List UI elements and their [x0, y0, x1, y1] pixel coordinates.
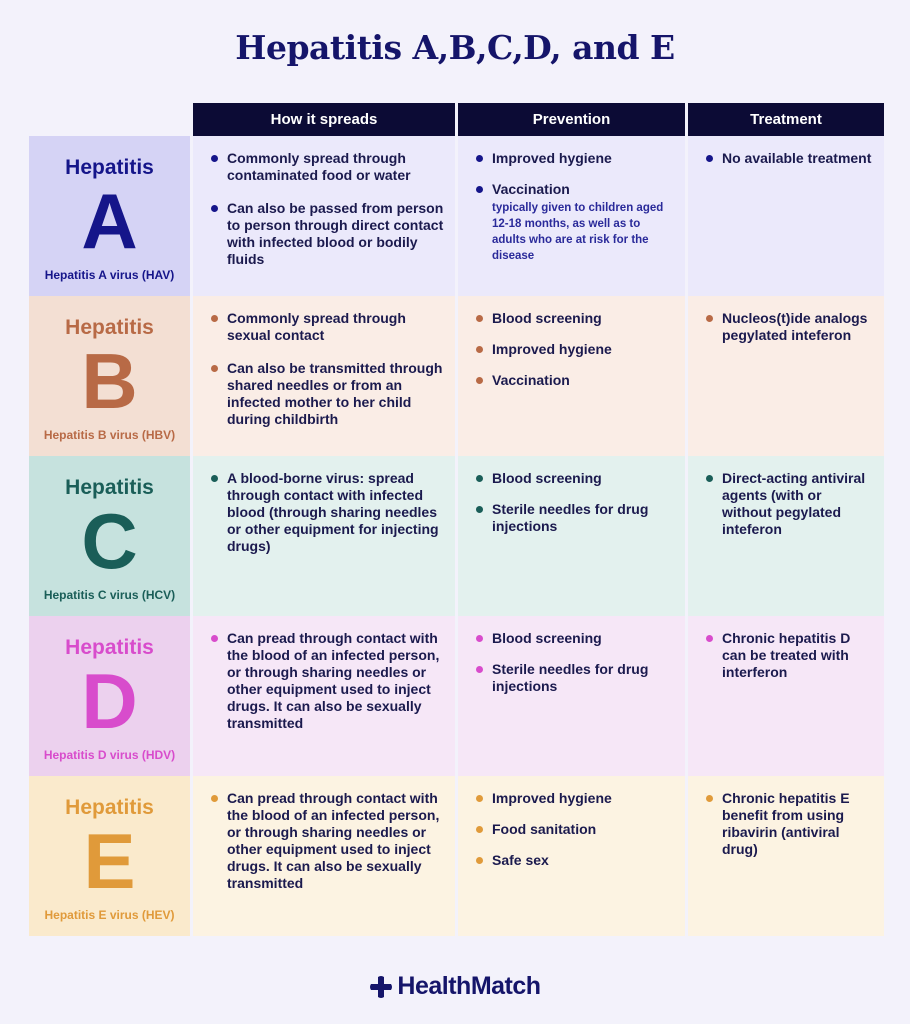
plus-cross-icon	[369, 975, 393, 999]
list-item-text: Chronic hepatitis E benefit from using ribavirin (antiviral drug)	[722, 790, 850, 857]
list-item	[704, 470, 874, 538]
list-item-text: Nucleos(t)ide analogs pegylated inteferon	[722, 310, 868, 343]
bullet-dot-icon	[476, 795, 483, 802]
page-title: Hepatitis A,B,C,D, and E	[235, 28, 675, 67]
list-item-text: Can pread through contact with the blood of an infected person, or through sharing needles or other equipment used to inject drugs. It can also be sexually transmitted	[227, 790, 440, 891]
list-item	[474, 821, 675, 838]
list-item	[474, 852, 675, 869]
list-item-text: Can also be passed from person to person through direct contact with infected blood or bodily fluids	[227, 200, 444, 267]
virus-name: Hepatitis C virus (HCV)	[43, 588, 176, 602]
bullet-dot-icon	[476, 635, 483, 642]
hepatitis-word: Hepatitis	[65, 636, 154, 659]
list-item	[704, 310, 874, 344]
spreads-list	[209, 630, 445, 732]
cell-d-treatment	[688, 616, 884, 776]
header-treatment: Treatment	[688, 103, 884, 136]
bullet-dot-icon	[476, 186, 483, 193]
list-item	[209, 630, 445, 732]
hepatitis-word: Hepatitis	[65, 156, 154, 179]
prevention-list	[474, 470, 675, 535]
list-item-text: Sterile needles for drug injections	[492, 661, 649, 694]
prevention-list	[474, 790, 675, 869]
list-item	[209, 790, 445, 892]
cell-a-spreads	[193, 136, 455, 296]
list-item-text: Direct-acting antiviral agents (with or without pegylated inteferon	[722, 470, 866, 537]
cell-d-spreads	[193, 616, 455, 776]
cell-b-treatment	[688, 296, 884, 456]
list-item-text: Sterile needles for drug injections	[492, 501, 649, 534]
vaccination-note: typically given to children aged 12-18 months, as well as to adults who are at risk for the disease	[492, 202, 664, 262]
list-item	[474, 661, 675, 695]
bullet-dot-icon	[706, 155, 713, 162]
virus-name: Hepatitis E virus (HEV)	[44, 908, 175, 922]
list-item	[474, 790, 675, 807]
spreads-list	[209, 790, 445, 892]
cell-a-treatment	[688, 136, 884, 296]
list-item	[474, 501, 675, 535]
list-item-text: Vaccination	[492, 181, 570, 197]
list-item	[704, 150, 874, 167]
list-item	[474, 181, 675, 264]
list-item-text: Improved hygiene	[492, 341, 612, 357]
prevention-list	[474, 310, 675, 389]
bullet-dot-icon	[706, 795, 713, 802]
hepatitis-d-label	[29, 616, 190, 776]
cell-c-treatment	[688, 456, 884, 616]
list-item-text: Commonly spread through contaminated food or water	[227, 150, 411, 183]
virus-name: Hepatitis D virus (HDV)	[43, 748, 176, 762]
hepatitis-letter: B	[81, 337, 138, 425]
hepatitis-letter: D	[81, 657, 138, 745]
list-item	[209, 200, 445, 268]
bullet-dot-icon	[476, 315, 483, 322]
bullet-dot-icon	[476, 475, 483, 482]
bullet-dot-icon	[476, 666, 483, 673]
list-item-text: Commonly spread through sexual contact	[227, 310, 406, 343]
treatment-list	[704, 470, 874, 538]
bullet-dot-icon	[211, 205, 218, 212]
treatment-list	[704, 630, 874, 681]
list-item	[209, 310, 445, 344]
list-item	[209, 150, 445, 184]
bullet-dot-icon	[476, 506, 483, 513]
bullet-dot-icon	[211, 365, 218, 372]
cell-c-prevention	[458, 456, 685, 616]
cell-c-spreads	[193, 456, 455, 616]
list-item	[209, 470, 445, 555]
list-item	[474, 341, 675, 358]
cell-d-prevention	[458, 616, 685, 776]
header-how-it-spreads: How it spreads	[193, 103, 455, 136]
list-item	[474, 470, 675, 487]
spreads-list	[209, 310, 445, 428]
hepatitis-c-label	[29, 456, 190, 616]
bullet-dot-icon	[211, 315, 218, 322]
list-item-text: Improved hygiene	[492, 790, 612, 806]
header-prevention: Prevention	[458, 103, 685, 136]
treatment-list	[704, 150, 874, 167]
bullet-dot-icon	[476, 377, 483, 384]
list-item-text: Can pread through contact with the blood of an infected person, or through sharing needles or other equipment used to inject drugs. It can also be sexually transmitted	[227, 630, 440, 731]
bullet-dot-icon	[706, 635, 713, 642]
cell-b-prevention	[458, 296, 685, 456]
treatment-list	[704, 790, 874, 858]
list-item-text: Safe sex	[492, 852, 549, 868]
bullet-dot-icon	[211, 795, 218, 802]
bullet-dot-icon	[476, 826, 483, 833]
bullet-dot-icon	[476, 857, 483, 864]
cell-e-prevention	[458, 776, 685, 936]
list-item-text: Blood screening	[492, 310, 602, 326]
hepatitis-e-label	[29, 776, 190, 936]
bullet-dot-icon	[211, 635, 218, 642]
hepatitis-b-label	[29, 296, 190, 456]
prevention-list	[474, 150, 675, 264]
bullet-dot-icon	[706, 315, 713, 322]
list-item-text: Improved hygiene	[492, 150, 612, 166]
header-corner	[29, 103, 190, 136]
list-item-text: No available treatment	[722, 150, 872, 166]
cell-e-treatment	[688, 776, 884, 936]
hepatitis-table	[29, 103, 884, 936]
cell-e-spreads	[193, 776, 455, 936]
hepatitis-a-label	[29, 136, 190, 296]
list-item	[474, 630, 675, 647]
hepatitis-word: Hepatitis	[65, 476, 154, 499]
list-item-text: Food sanitation	[492, 821, 597, 837]
list-item-text: Blood screening	[492, 630, 602, 646]
list-item	[209, 360, 445, 428]
virus-name: Hepatitis B virus (HBV)	[43, 428, 176, 442]
list-item-text: A blood-borne virus: spread through contact with infected blood (through sharing needles or other equipment for injecting drugs)	[227, 470, 439, 554]
list-item	[704, 630, 874, 681]
list-item-text: Chronic hepatitis D can be treated with interferon	[722, 630, 851, 680]
hepatitis-letter: A	[81, 177, 138, 265]
hepatitis-word: Hepatitis	[65, 796, 154, 819]
list-item	[474, 372, 675, 389]
list-item	[704, 790, 874, 858]
list-item	[474, 150, 675, 167]
footer-brand	[0, 972, 910, 1001]
list-item-text: Vaccination	[492, 372, 570, 388]
prevention-list	[474, 630, 675, 695]
cell-a-prevention	[458, 136, 685, 296]
list-item-text: Can also be transmitted through shared needles or from an infected mother to her child during childbirth	[227, 360, 443, 427]
bullet-dot-icon	[476, 346, 483, 353]
bullet-dot-icon	[476, 155, 483, 162]
virus-name: Hepatitis A virus (HAV)	[44, 268, 175, 282]
treatment-list	[704, 310, 874, 344]
list-item	[474, 310, 675, 327]
brand-name: HealthMatch	[397, 972, 541, 1000]
spreads-list	[209, 150, 445, 268]
spreads-list	[209, 470, 445, 555]
hepatitis-word: Hepatitis	[65, 316, 154, 339]
bullet-dot-icon	[706, 475, 713, 482]
bullet-dot-icon	[211, 475, 218, 482]
hepatitis-letter: E	[83, 817, 136, 905]
list-item-text: Blood screening	[492, 470, 602, 486]
cell-b-spreads	[193, 296, 455, 456]
bullet-dot-icon	[211, 155, 218, 162]
hepatitis-letter: C	[81, 497, 138, 585]
